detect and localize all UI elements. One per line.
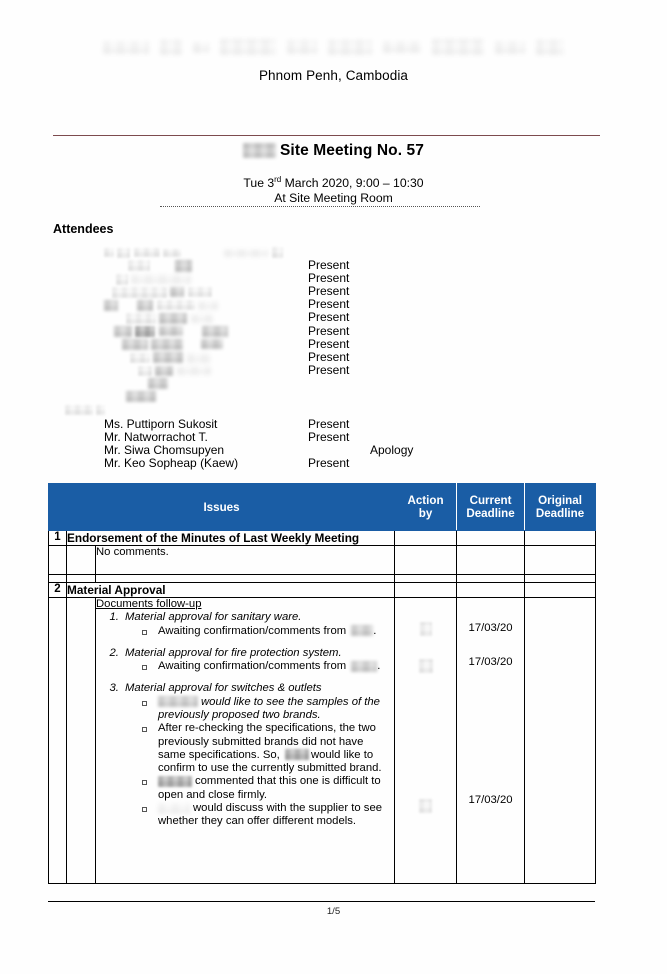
list-item bbox=[142, 802, 394, 829]
list-item bbox=[53, 457, 598, 470]
item-body bbox=[96, 598, 395, 884]
redacted-action-by bbox=[420, 622, 432, 636]
list-item bbox=[53, 377, 598, 390]
attendee-status: Present bbox=[308, 336, 350, 351]
original-deadline-cell bbox=[525, 546, 596, 575]
page-title bbox=[0, 142, 667, 160]
attendee-status: Present bbox=[308, 310, 350, 325]
list-item bbox=[53, 311, 598, 324]
attendee-name-redacted bbox=[53, 298, 308, 311]
dotted-divider bbox=[160, 206, 480, 207]
bullet-text: would like to see the samples of the previously proposed two brands. bbox=[158, 695, 380, 721]
item-subheading: Documents follow-up bbox=[96, 598, 202, 610]
attendee-name-redacted bbox=[53, 390, 308, 403]
action-by-cell bbox=[395, 598, 457, 884]
attendee-status: Present bbox=[308, 271, 350, 286]
table-header-row bbox=[49, 484, 596, 531]
bullet-text: After re-checking the specifications, the two previously submitted brands did not have same specifications. So, bbox=[158, 722, 376, 761]
redacted-action-by bbox=[419, 799, 432, 813]
redacted-name bbox=[351, 661, 377, 672]
current-deadline-line1: Current bbox=[469, 494, 512, 507]
item-title: Material Approval bbox=[67, 583, 395, 598]
item-number-blank bbox=[49, 546, 67, 575]
list-item bbox=[142, 696, 394, 723]
numbered-points bbox=[96, 611, 394, 828]
list-item bbox=[122, 611, 394, 638]
attendee-status: Present bbox=[308, 362, 350, 377]
attendee-status: Present bbox=[308, 284, 350, 299]
deadline-value: 17/03/20 bbox=[468, 794, 513, 806]
attendee-name-redacted bbox=[53, 351, 308, 364]
spacer-cell bbox=[525, 575, 596, 583]
meeting-date-line: Tue 3rd March 2020, 9:00 – 10:30 bbox=[243, 175, 424, 191]
bullet-text: commented that this one is difficult to open and close firmly. bbox=[158, 775, 381, 801]
current-deadline-cell bbox=[457, 546, 525, 575]
list-item bbox=[53, 325, 598, 338]
list-item bbox=[53, 351, 598, 364]
current-deadline-cell bbox=[457, 583, 525, 598]
original-deadline-cell bbox=[525, 531, 596, 546]
table-spacer-row bbox=[49, 575, 596, 583]
deadline-value: 17/03/20 bbox=[468, 622, 513, 634]
page-title-text: Site Meeting No. 57 bbox=[279, 142, 424, 159]
attendee-status: Present bbox=[308, 349, 350, 364]
list-item bbox=[142, 722, 394, 775]
attendee-name-redacted bbox=[53, 311, 308, 324]
column-header-current-deadline bbox=[457, 484, 525, 531]
bullet-text-tail: would like to confirm to use the currently submitted brand. bbox=[158, 748, 382, 775]
table-row bbox=[49, 583, 596, 598]
current-deadline-line2: Deadline bbox=[466, 507, 515, 520]
title-prefix-redacted bbox=[243, 143, 276, 158]
point-text: Material approval for switches & outlets bbox=[125, 682, 322, 695]
attendees-heading: Attendees bbox=[53, 222, 114, 236]
attendee-name-redacted bbox=[53, 285, 308, 298]
item-title: Endorsement of the Minutes of Last Weekly Meeting bbox=[67, 531, 395, 546]
list-item bbox=[53, 338, 598, 351]
current-deadline-cell bbox=[457, 598, 525, 884]
action-by-line2: by bbox=[418, 507, 433, 520]
spacer-cell bbox=[395, 575, 457, 583]
point-text: Material approval for fire protection system. bbox=[125, 646, 342, 659]
attendee-name-redacted bbox=[53, 325, 308, 338]
list-item bbox=[142, 625, 394, 638]
header-divider-rule bbox=[53, 135, 600, 136]
attendee-status: Present bbox=[308, 456, 350, 471]
list-item bbox=[53, 403, 598, 418]
attendee-name: Mr. Keo Sopheap (Kaew) bbox=[104, 456, 239, 471]
redacted-action-by bbox=[419, 659, 433, 673]
city-line: Phnom Penh, Cambodia bbox=[258, 68, 409, 83]
attendee-name-redacted bbox=[53, 272, 308, 285]
redacted-name bbox=[351, 625, 373, 636]
original-deadline-cell bbox=[525, 583, 596, 598]
meeting-datetime bbox=[0, 172, 667, 206]
table-row bbox=[49, 531, 596, 546]
redacted-name bbox=[285, 749, 309, 760]
table-row bbox=[49, 546, 596, 575]
attendee-org-redacted bbox=[53, 403, 308, 416]
current-deadline-cell bbox=[457, 531, 525, 546]
original-deadline-line1: Original bbox=[538, 494, 582, 507]
original-deadline-cell bbox=[525, 598, 596, 884]
redacted-name bbox=[158, 803, 190, 814]
item-number: 2 bbox=[49, 583, 67, 598]
issues-table bbox=[48, 483, 596, 884]
item-number: 1 bbox=[49, 531, 67, 546]
page-number: 1/5 bbox=[326, 906, 341, 917]
attendee-name-redacted bbox=[53, 259, 308, 272]
meeting-location-line: At Site Meeting Room bbox=[274, 191, 393, 206]
attendee-status: Present bbox=[308, 430, 350, 445]
list-item bbox=[142, 660, 394, 673]
deadline-value: 17/03/20 bbox=[468, 656, 513, 668]
attendee-name: Mr. Natworrachot T. bbox=[104, 430, 208, 445]
action-by-cell bbox=[395, 546, 457, 575]
column-header-action-by bbox=[395, 484, 457, 531]
attendee-status: Apology bbox=[370, 443, 414, 458]
attendee-name-redacted bbox=[53, 377, 308, 390]
footer-divider bbox=[48, 901, 595, 902]
sub-bullets bbox=[125, 696, 394, 829]
attendee-name-redacted bbox=[53, 246, 308, 259]
column-header-original-deadline bbox=[525, 484, 596, 531]
sub-bullets bbox=[125, 625, 394, 638]
bullet-period: . bbox=[373, 624, 377, 637]
redacted-name bbox=[158, 696, 198, 707]
table-row bbox=[49, 598, 596, 884]
item-body: No comments. bbox=[96, 546, 395, 575]
bullet-text: would discuss with the supplier to see whether they can offer different models. bbox=[158, 802, 383, 828]
item-number-blank bbox=[49, 598, 67, 884]
column-header-issues: Issues bbox=[49, 484, 395, 531]
item-sub-blank bbox=[67, 598, 96, 884]
attendee-name: Ms. Puttiporn Sukosit bbox=[104, 417, 218, 432]
attendee-status: Present bbox=[308, 258, 350, 273]
list-item bbox=[142, 775, 394, 802]
point-text: Material approval for sanitary ware. bbox=[125, 611, 302, 624]
attendee-name: Mr. Siwa Chomsupyen bbox=[104, 443, 225, 458]
attendee-name-redacted bbox=[53, 338, 308, 351]
sub-bullets bbox=[125, 660, 394, 673]
bullet-text: Awaiting confirmation/comments from bbox=[158, 660, 347, 673]
action-by-cell bbox=[395, 583, 457, 598]
spacer-cell bbox=[96, 575, 395, 583]
redacted-name bbox=[158, 776, 192, 787]
bullet-period: . bbox=[377, 660, 381, 673]
action-by-line1: Action bbox=[407, 494, 444, 507]
attendees-list bbox=[53, 246, 598, 471]
spacer-cell bbox=[67, 575, 96, 583]
list-item bbox=[53, 390, 598, 403]
list-item bbox=[122, 647, 394, 674]
attendee-name-redacted bbox=[53, 364, 308, 377]
company-name-redacted bbox=[0, 34, 667, 60]
item-sub-blank bbox=[67, 546, 96, 575]
spacer-cell bbox=[457, 575, 525, 583]
attendee-status: Present bbox=[308, 323, 350, 338]
bullet-text: Awaiting confirmation/comments from bbox=[158, 624, 347, 637]
list-item bbox=[122, 682, 394, 828]
action-by-cell bbox=[395, 531, 457, 546]
attendee-status: Present bbox=[308, 297, 350, 312]
list-item bbox=[53, 364, 598, 377]
original-deadline-line2: Deadline bbox=[535, 507, 585, 520]
spacer-cell bbox=[49, 575, 67, 583]
attendee-status: Present bbox=[308, 417, 350, 432]
